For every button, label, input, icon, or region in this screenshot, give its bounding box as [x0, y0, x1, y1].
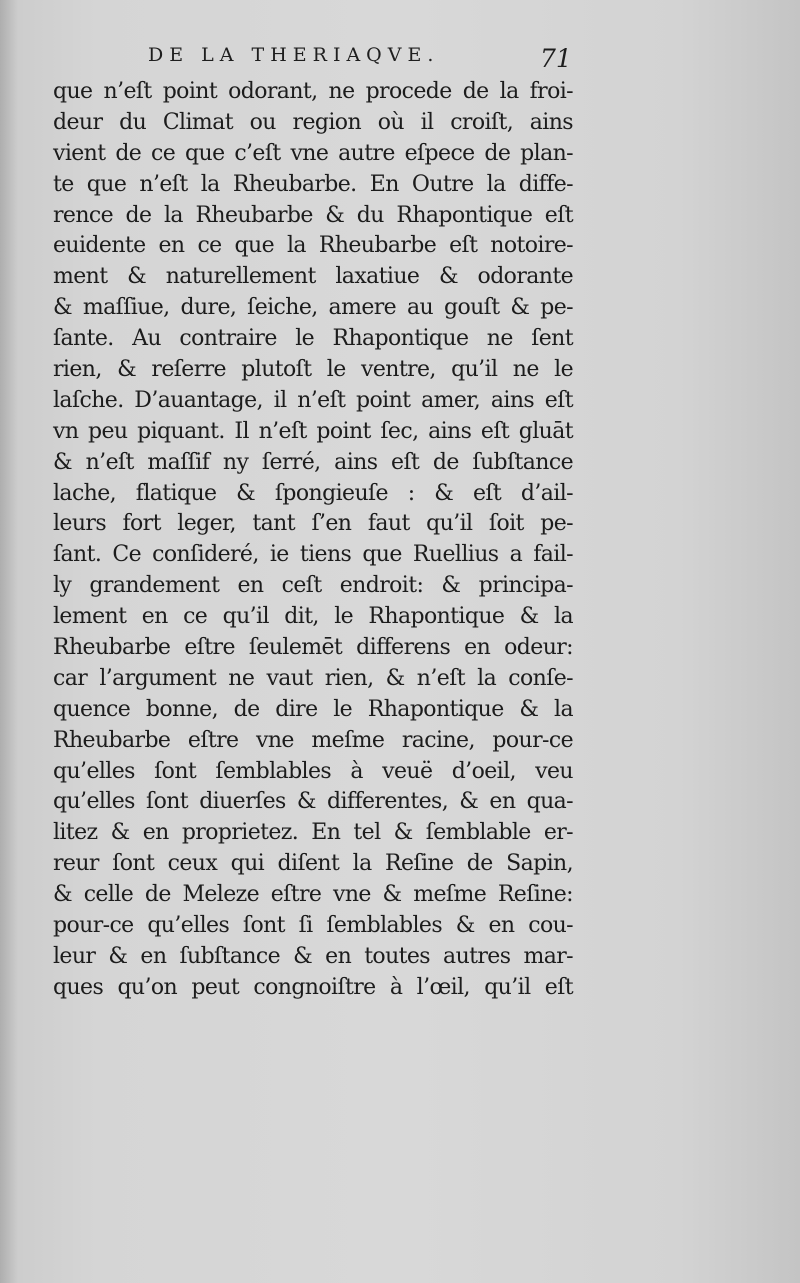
show-through-bleed	[685, 790, 755, 940]
text-line: qu’elles ſont diuerſes & differentes, & en qua-	[53, 789, 573, 815]
text-line: ment & naturellement laxatiue & odorante	[53, 264, 573, 290]
running-head: DE LA THERIAQVE.	[148, 44, 440, 66]
text-line: quence bonne, de dire le Rhapontique & la	[53, 696, 573, 722]
text-line: te que n’eſt la Rheubarbe. En Outre la diffe-	[53, 171, 573, 197]
text-line: reur ſont ceux qui diſent la Reſine de Sapin,	[53, 851, 573, 877]
text-line: car l’argument ne vaut rien, & n’eſt la conſe-	[53, 665, 573, 691]
text-line: que n’eſt point odorant, ne procede de la froi-	[53, 79, 573, 104]
text-line: Rheubarbe eſtre vne meſme racine, pour-ce	[53, 727, 573, 753]
text-line: & maſſiue, dure, ſeiche, amere au gouſt & pe-	[53, 295, 573, 321]
page-number: 71	[540, 44, 572, 73]
text-line: ly grandement en ceſt endroit: & principa-	[53, 573, 573, 599]
text-line: vient de ce que c’eſt vne autre eſpece de plan-	[53, 140, 573, 166]
text-line: lement en ce qu’il dit, le Rhapontique & la	[53, 604, 573, 630]
text-line: rien, & reſerre plutoſt le ventre, qu’il ne le	[53, 357, 573, 383]
body-text	[53, 77, 573, 1004]
text-line: vn peu piquant. Il n’eſt point ſec, ains eſt gluāt	[53, 418, 573, 444]
text-line: leurs fort leger, tant ſ’en faut qu’il ſoit pe-	[53, 511, 573, 537]
text-line: euidente en ce que la Rheubarbe eſt notoire-	[53, 233, 573, 259]
text-line: pour-ce qu’elles ſont ſi ſemblables & en cou-	[53, 913, 573, 939]
text-line: ques qu’on peut congnoiſtre à l’œil, qu’il eſt	[53, 974, 573, 1000]
text-line: rence de la Rheubarbe & du Rhapontique eſt	[53, 202, 573, 228]
text-line: laſche. D’auantage, il n’eſt point amer, ains eſt	[53, 387, 573, 413]
text-line: deur du Climat ou region où il croiſt, ains	[53, 109, 573, 135]
gutter-shadow	[0, 0, 18, 1283]
text-line: ſant. Ce conſideré, ie tiens que Ruellius a fail-	[53, 542, 573, 568]
text-line: & n’eſt maſſif ny ſerré, ains eſt de ſubſtance	[53, 449, 573, 475]
text-line: lache, flatique & ſpongieuſe : & eſt d’ail-	[53, 480, 573, 506]
text-line: leur & en ſubſtance & en toutes autres mar-	[53, 943, 573, 969]
text-line: Rheubarbe eſtre ſeulemēt differens en odeur:	[53, 635, 573, 661]
text-line: ſante. Au contraire le Rhapontique ne ſent	[53, 326, 573, 352]
text-line: & celle de Meleze eſtre vne & meſme Reſine:	[53, 882, 573, 908]
text-line: litez & en proprietez. En tel & ſemblable er-	[53, 820, 573, 846]
text-line: qu’elles ſont ſemblables à veuë d’oeil, veu	[53, 758, 573, 784]
